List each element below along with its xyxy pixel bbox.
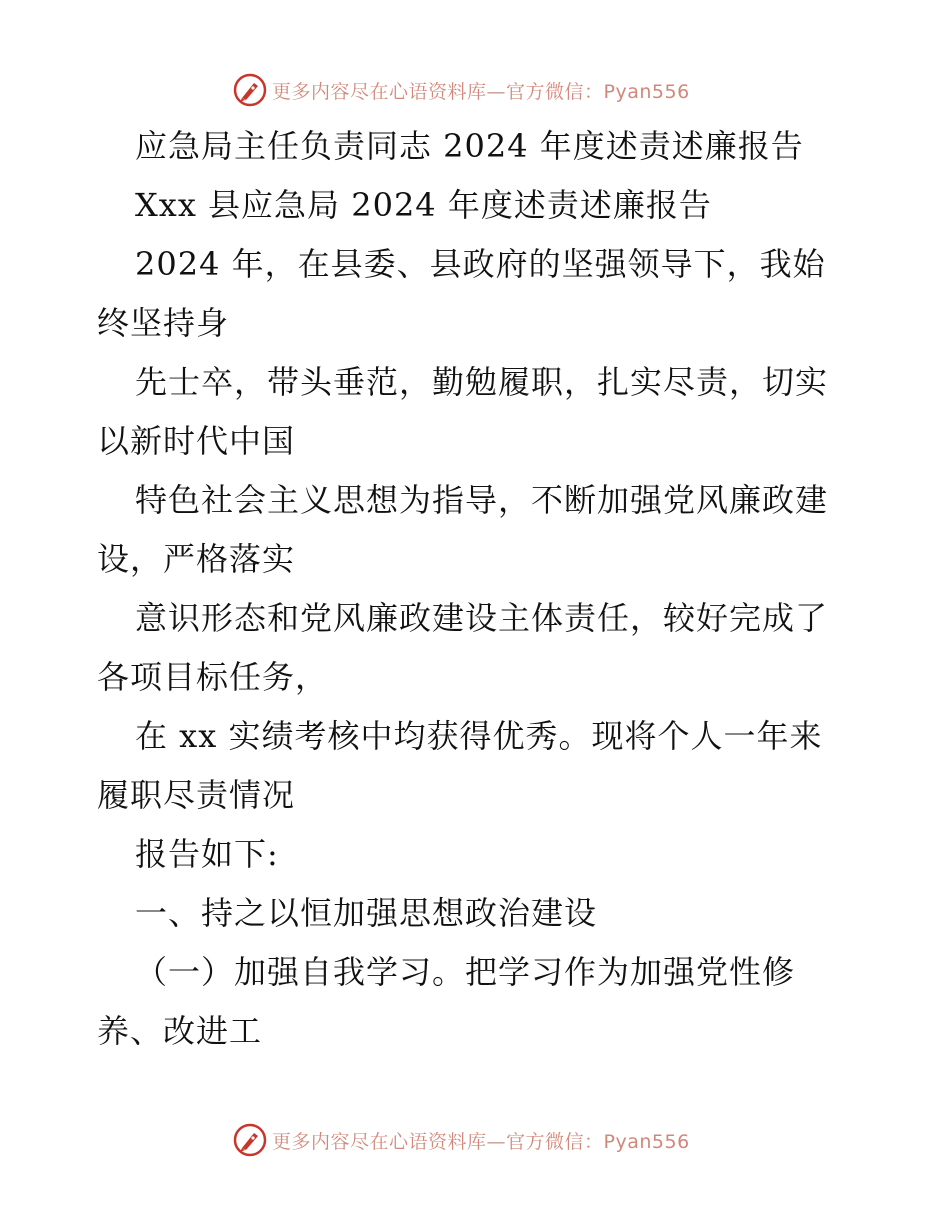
watermark-banner-top — [232, 70, 690, 110]
text-line: 履职尽责情况 — [97, 776, 296, 814]
watermark-site: 更多内容尽在心语资料库 — [272, 80, 487, 103]
watermark-banner-bottom — [232, 1120, 690, 1160]
pen-nib-icon — [232, 1122, 268, 1158]
watermark-separator: — — [486, 1130, 507, 1153]
text-line: 设，严格落实 — [97, 540, 296, 578]
text-line: 报告如下: — [135, 835, 279, 873]
text-line: 各项目标任务， — [97, 658, 329, 696]
watermark-site: 更多内容尽在心语资料库 — [272, 1130, 487, 1153]
text-line: 以新时代中国 — [97, 422, 296, 460]
text-line: 终坚持身 — [97, 304, 230, 342]
subsection-heading: （一）加强自我学习。把学习作为加强党性修 — [135, 953, 796, 991]
text-line: 先士卒，带头垂范，勤勉履职，扎实尽责，切实 — [135, 363, 829, 401]
watermark-text — [272, 77, 690, 104]
watermark-separator: — — [486, 80, 507, 103]
watermark-contact: 官方微信：Pyan556 — [506, 80, 690, 103]
watermark-text — [272, 1127, 690, 1154]
text-line: 养、改进工 — [97, 1012, 263, 1050]
watermark-contact: 官方微信：Pyan556 — [506, 1130, 690, 1153]
text-line: 特色社会主义思想为指导，不断加强党风廉政建 — [135, 481, 829, 519]
section-heading: 一、持之以恒加强思想政治建设 — [135, 894, 598, 932]
document-subtitle: Xxx 县应急局 2024 年度述责述廉报告 — [135, 186, 712, 224]
text-line: 意识形态和党风廉政建设主体责任，较好完成了 — [135, 599, 829, 637]
text-line: 2024 年，在县委、县政府的坚强领导下，我始 — [135, 245, 826, 283]
pen-nib-icon — [232, 72, 268, 108]
document-title: 应急局主任负责同志 2024 年度述责述廉报告 — [135, 127, 804, 165]
text-line: 在 xx 实绩考核中均获得优秀。现将个人一年来 — [135, 717, 823, 755]
